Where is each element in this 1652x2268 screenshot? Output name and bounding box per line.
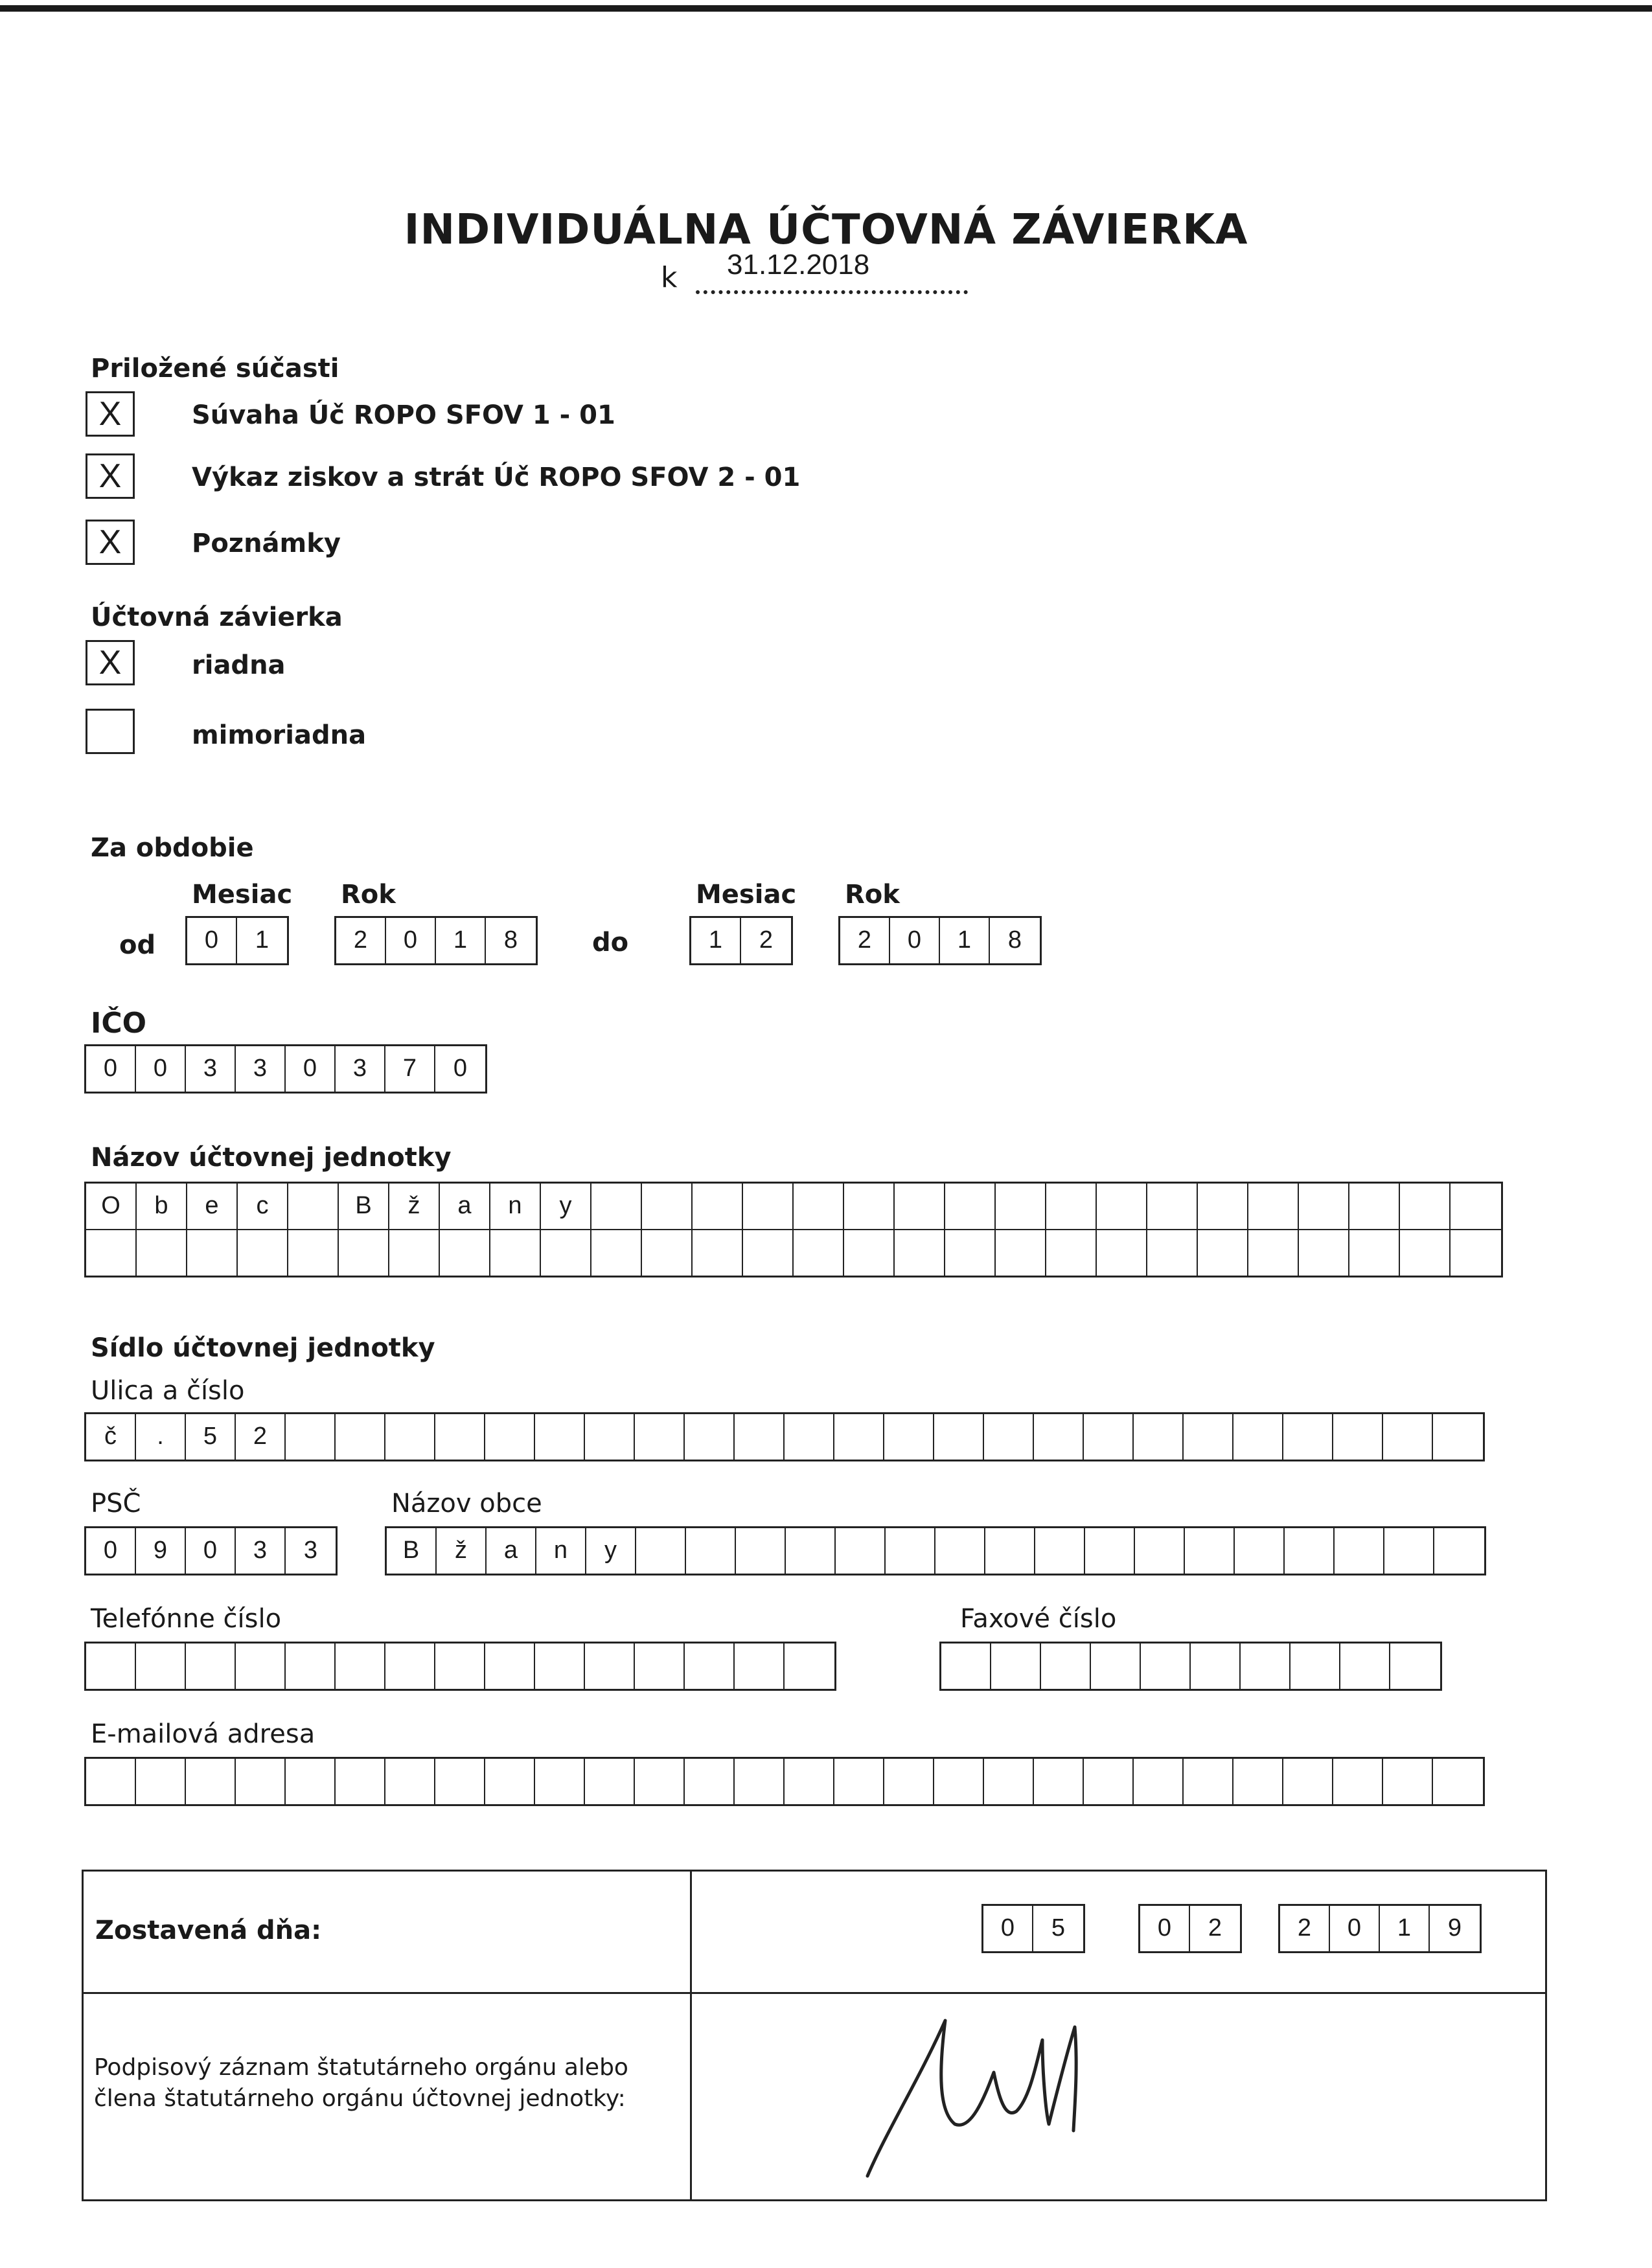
email-cell [1433, 1759, 1483, 1804]
from-label: od [119, 930, 156, 960]
psc-label: PSČ [91, 1489, 141, 1518]
city-cell [686, 1528, 736, 1574]
street-cell [1184, 1414, 1233, 1460]
name-cell [1451, 1230, 1501, 1276]
street-cell [735, 1414, 785, 1460]
to-year-cell: 2 [840, 918, 890, 963]
city-cell [1434, 1528, 1484, 1574]
fax-cell [1241, 1644, 1291, 1689]
email-cell [834, 1759, 884, 1804]
from-year-label: Rok [341, 880, 396, 910]
street-cell [1134, 1414, 1184, 1460]
ico-cell: 3 [236, 1046, 286, 1092]
name-cell [1248, 1184, 1299, 1229]
compiled-month-cell: 0 [1140, 1906, 1190, 1951]
name-cell [642, 1230, 693, 1276]
name-cell: y [541, 1184, 591, 1229]
name-cell [1198, 1184, 1248, 1229]
label-riadna: riadna [192, 650, 286, 680]
city-field[interactable] [385, 1526, 1486, 1575]
compiled-label: Zostavená dňa: [95, 1916, 322, 1945]
ico-cell: 7 [385, 1046, 435, 1092]
name-cell [1046, 1230, 1097, 1276]
email-cell [286, 1759, 336, 1804]
ico-cell: 0 [136, 1046, 186, 1092]
label-mimoriadna: mimoriadna [192, 720, 367, 750]
name-cell [1400, 1230, 1451, 1276]
email-cell [735, 1759, 785, 1804]
email-cell [1034, 1759, 1084, 1804]
compiled-month-cell: 2 [1208, 1914, 1222, 1942]
email-cell [136, 1759, 186, 1804]
street-cell [685, 1414, 735, 1460]
street-cell: . [136, 1414, 186, 1460]
city-label: Názov obce [391, 1489, 542, 1518]
ico-cell: 0 [86, 1046, 136, 1092]
name-cell [86, 1230, 137, 1276]
name-cell [693, 1184, 743, 1229]
email-cell [435, 1759, 485, 1804]
city-cell [1335, 1528, 1384, 1574]
city-cell [1035, 1528, 1085, 1574]
name-cell [591, 1230, 642, 1276]
compiled-year-field[interactable] [1278, 1904, 1482, 1953]
compiled-year-cell: 1 [1380, 1906, 1430, 1951]
phone-cell [136, 1644, 186, 1689]
email-cell [1233, 1759, 1283, 1804]
phone-cell [735, 1644, 785, 1689]
box-divider-horizontal [84, 1992, 1545, 1994]
street-cell [934, 1414, 984, 1460]
email-cell [1134, 1759, 1184, 1804]
name-row-1 [86, 1184, 1501, 1229]
street-cell [1034, 1414, 1084, 1460]
to-year-field[interactable] [838, 916, 1042, 965]
name-cell [1147, 1230, 1198, 1276]
city-cell [1285, 1528, 1335, 1574]
city-cell [1085, 1528, 1135, 1574]
name-cell: ž [389, 1184, 440, 1229]
name-cell [1349, 1230, 1400, 1276]
to-label: do [592, 928, 629, 957]
name-cell [288, 1184, 339, 1229]
city-cell: n [536, 1528, 586, 1574]
phone-cell [485, 1644, 535, 1689]
psc-cell: 9 [136, 1528, 186, 1574]
phone-cell [86, 1644, 136, 1689]
street-cell [635, 1414, 685, 1460]
name-cell [895, 1230, 945, 1276]
street-cell [1283, 1414, 1333, 1460]
street-cell [1433, 1414, 1483, 1460]
street-cell: 2 [236, 1414, 286, 1460]
email-cell [785, 1759, 834, 1804]
to-month-cell: 1 [691, 918, 741, 963]
street-cell [585, 1414, 635, 1460]
name-heading: Názov účtovnej jednotky [91, 1143, 452, 1173]
name-cell: O [86, 1184, 137, 1229]
fax-cell [1091, 1644, 1141, 1689]
name-row-2 [86, 1229, 1501, 1276]
signature-label-line2: člena štatutárneho orgánu účtovnej jednotky: [94, 2085, 626, 2112]
from-month-cell: 0 [187, 918, 237, 963]
city-cell [985, 1528, 1035, 1574]
from-year-cell: 1 [436, 918, 486, 963]
city-cell [786, 1528, 836, 1574]
name-cell [440, 1230, 490, 1276]
city-cell [636, 1528, 686, 1574]
fax-field[interactable] [939, 1642, 1442, 1691]
city-cell: a [487, 1528, 536, 1574]
from-month-field[interactable] [185, 916, 289, 965]
email-cell [535, 1759, 585, 1804]
to-year-cell: 0 [890, 918, 940, 963]
page-title: INDIVIDUÁLNA ÚČTOVNÁ ZÁVIERKA [404, 206, 1248, 254]
email-cell [1084, 1759, 1134, 1804]
fax-cell [1191, 1644, 1241, 1689]
phone-cell [435, 1644, 485, 1689]
name-cell [1097, 1184, 1147, 1229]
email-cell [86, 1759, 136, 1804]
compiled-year-cell: 0 [1330, 1906, 1380, 1951]
name-cell: B [339, 1184, 389, 1229]
city-cell [1235, 1528, 1285, 1574]
phone-cell [785, 1644, 834, 1689]
compiled-year-cell: 2 [1280, 1906, 1330, 1951]
name-cell: n [490, 1184, 541, 1229]
city-cell [1185, 1528, 1235, 1574]
psc-cell: 3 [303, 1537, 318, 1564]
city-cell [1135, 1528, 1185, 1574]
name-cell [844, 1184, 895, 1229]
street-cell [1333, 1414, 1383, 1460]
street-label: Ulica a číslo [91, 1376, 245, 1406]
fax-label: Faxové číslo [960, 1604, 1117, 1634]
name-cell [288, 1230, 339, 1276]
email-cell [485, 1759, 535, 1804]
fax-cell [941, 1644, 991, 1689]
city-cell: y [586, 1528, 636, 1574]
email-cell [236, 1759, 286, 1804]
name-cell [591, 1184, 642, 1229]
compiled-signature-box [82, 1870, 1547, 2201]
phone-field[interactable] [84, 1642, 836, 1691]
email-cell [635, 1759, 685, 1804]
email-label: E-mailová adresa [91, 1719, 315, 1749]
phone-cell [635, 1644, 685, 1689]
compiled-year-cell: 9 [1447, 1914, 1462, 1942]
city-cell: B [387, 1528, 437, 1574]
name-cell [238, 1230, 288, 1276]
checkbox-suvaha[interactable]: X [86, 391, 135, 437]
phone-cell [535, 1644, 585, 1689]
name-cell [996, 1184, 1046, 1229]
email-cell [1333, 1759, 1383, 1804]
city-cell [935, 1528, 985, 1574]
city-cell [836, 1528, 886, 1574]
email-field[interactable] [84, 1757, 1485, 1806]
name-cell [844, 1230, 895, 1276]
name-cell [339, 1230, 389, 1276]
street-field[interactable] [84, 1412, 1485, 1461]
date-prefix: k [661, 261, 678, 294]
name-cell [1299, 1184, 1349, 1229]
email-cell [685, 1759, 735, 1804]
psc-cell: 0 [186, 1528, 236, 1574]
checkbox-poznamky[interactable]: X [86, 520, 135, 565]
psc-field[interactable] [84, 1526, 338, 1575]
name-cell [945, 1230, 996, 1276]
name-cell [187, 1230, 238, 1276]
name-cell [794, 1230, 844, 1276]
email-cell [1383, 1759, 1433, 1804]
name-cell [1147, 1184, 1198, 1229]
name-cell [743, 1230, 794, 1276]
city-cell [736, 1528, 786, 1574]
to-month-cell: 2 [759, 926, 774, 954]
compiled-day-cell: 0 [983, 1906, 1033, 1951]
email-cell [186, 1759, 236, 1804]
street-cell [1233, 1414, 1283, 1460]
street-cell [1383, 1414, 1433, 1460]
psc-cell: 0 [86, 1528, 136, 1574]
name-cell [1349, 1184, 1400, 1229]
compiled-month-field[interactable] [1138, 1904, 1242, 1953]
email-cell [385, 1759, 435, 1804]
to-month-field[interactable] [689, 916, 793, 965]
to-year-cell: 1 [940, 918, 990, 963]
from-month-cell: 1 [255, 926, 270, 954]
name-cell [1248, 1230, 1299, 1276]
name-cell [137, 1230, 187, 1276]
compiled-day-field[interactable] [981, 1904, 1085, 1953]
city-cell [886, 1528, 935, 1574]
street-cell [984, 1414, 1034, 1460]
name-cell [1198, 1230, 1248, 1276]
name-cell [490, 1230, 541, 1276]
phone-cell [585, 1644, 635, 1689]
label-suvaha: Súvaha Úč ROPO SFOV 1 - 01 [192, 400, 615, 430]
name-cell [996, 1230, 1046, 1276]
email-cell [934, 1759, 984, 1804]
name-cell: b [137, 1184, 187, 1229]
phone-label: Telefónne číslo [91, 1604, 282, 1634]
name-cell [945, 1184, 996, 1229]
name-field[interactable] [84, 1182, 1503, 1277]
street-cell [884, 1414, 934, 1460]
fax-cell [1390, 1644, 1440, 1689]
street-cell [336, 1414, 385, 1460]
street-cell [286, 1414, 336, 1460]
closing-heading: Účtovná závierka [91, 602, 343, 632]
name-cell [642, 1184, 693, 1229]
box-divider-vertical [690, 1872, 692, 2199]
attachments-heading: Priložené súčasti [91, 354, 339, 384]
phone-cell [236, 1644, 286, 1689]
email-cell [884, 1759, 934, 1804]
to-year-label: Rok [845, 880, 900, 910]
from-year-field[interactable] [334, 916, 538, 965]
label-poznamky: Poznámky [192, 529, 341, 558]
ico-heading: IČO [91, 1007, 147, 1040]
from-month-label: Mesiac [192, 880, 293, 910]
checkbox-riadna[interactable]: X [86, 640, 135, 685]
date-value: 31.12.2018 [727, 249, 870, 281]
street-cell [385, 1414, 435, 1460]
phone-cell [685, 1644, 735, 1689]
street-cell: č [86, 1414, 136, 1460]
street-cell [834, 1414, 884, 1460]
signature-label-line1: Podpisový záznam štatutárneho orgánu alebo [94, 2054, 628, 2081]
from-year-cell: 0 [386, 918, 436, 963]
name-cell [794, 1184, 844, 1229]
label-vykaz: Výkaz ziskov a strát Úč ROPO SFOV 2 - 01 [192, 463, 801, 492]
street-cell [1084, 1414, 1134, 1460]
date-row [661, 249, 968, 294]
fax-cell [1041, 1644, 1091, 1689]
name-cell [693, 1230, 743, 1276]
ico-field[interactable] [84, 1044, 487, 1094]
checkbox-mimoriadna[interactable] [86, 709, 135, 754]
name-cell [895, 1184, 945, 1229]
ico-cell: 3 [186, 1046, 236, 1092]
street-cell [535, 1414, 585, 1460]
signature-image [842, 2001, 1230, 2195]
name-cell [1097, 1230, 1147, 1276]
phone-cell [385, 1644, 435, 1689]
address-heading: Sídlo účtovnej jednotky [91, 1333, 435, 1363]
name-cell [389, 1230, 440, 1276]
date-field[interactable] [696, 249, 968, 294]
to-month-label: Mesiac [696, 880, 797, 910]
name-cell [1046, 1184, 1097, 1229]
email-cell [1283, 1759, 1333, 1804]
email-cell [1184, 1759, 1233, 1804]
fax-cell [991, 1644, 1041, 1689]
checkbox-vykaz[interactable]: X [86, 453, 135, 499]
city-cell [1384, 1528, 1434, 1574]
email-cell [585, 1759, 635, 1804]
name-cell: a [440, 1184, 490, 1229]
street-cell [435, 1414, 485, 1460]
name-cell [1451, 1184, 1501, 1229]
phone-cell [286, 1644, 336, 1689]
name-cell [1299, 1230, 1349, 1276]
fax-cell [1141, 1644, 1191, 1689]
email-cell [984, 1759, 1034, 1804]
phone-cell [336, 1644, 385, 1689]
fax-cell [1291, 1644, 1340, 1689]
compiled-day-cell: 5 [1051, 1914, 1066, 1942]
top-border-line [0, 5, 1652, 12]
phone-cell [186, 1644, 236, 1689]
name-cell [743, 1184, 794, 1229]
street-cell: 5 [186, 1414, 236, 1460]
ico-cell: 3 [336, 1046, 385, 1092]
psc-cell: 3 [236, 1528, 286, 1574]
to-year-cell: 8 [1007, 926, 1022, 954]
city-cell: ž [437, 1528, 487, 1574]
ico-cell: 0 [286, 1046, 336, 1092]
period-heading: Za obdobie [91, 833, 254, 863]
street-cell [785, 1414, 834, 1460]
fax-cell [1340, 1644, 1390, 1689]
street-cell [485, 1414, 535, 1460]
from-year-cell: 8 [503, 926, 518, 954]
from-year-cell: 2 [336, 918, 386, 963]
email-cell [336, 1759, 385, 1804]
name-cell: e [187, 1184, 238, 1229]
name-cell [541, 1230, 591, 1276]
name-cell: c [238, 1184, 288, 1229]
name-cell [1400, 1184, 1451, 1229]
ico-cell: 0 [453, 1055, 468, 1082]
